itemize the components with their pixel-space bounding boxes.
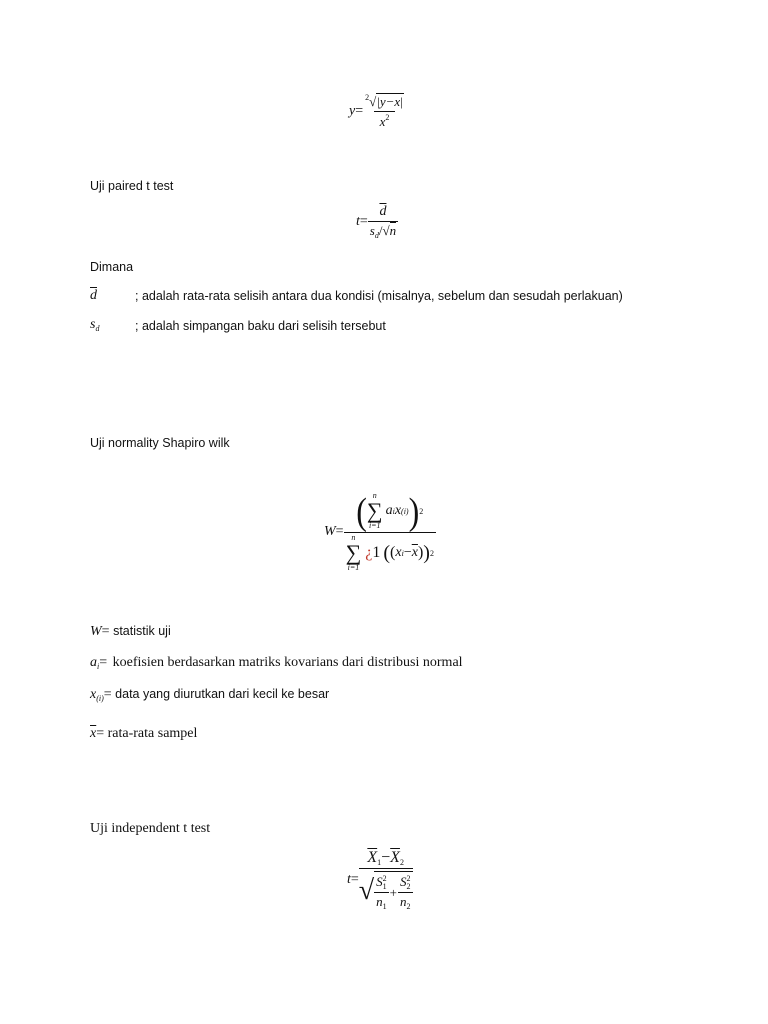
def-sd-text: ; adalah simpangan baku dari selisih tersebut — [135, 319, 386, 333]
paired-eq: = — [359, 214, 368, 230]
def-xbar-symbol: $\overline{x}$ — [90, 726, 97, 741]
def-x-text: data yang diurutkan dari kecil ke besar — [115, 687, 330, 701]
paired-den-n: n — [389, 223, 397, 238]
dimana-label: Dimana — [90, 260, 134, 274]
formula-root-radicand: y−x — [379, 94, 401, 109]
def-dbar-text: ; adalah rata-rata selisih antara dua kondisi (misalnya, sebelum dan sesudah perlakuan) — [135, 289, 623, 303]
shapiro-den-exp: 2 — [429, 548, 434, 558]
def-x-row: $x_{(i)}=$ data yang diurutkan dari kecil ke besar — [90, 687, 330, 703]
shapiro-den-xi: x — [395, 545, 402, 560]
indep-frac-2: S 2 2 $n_2$ — [400, 874, 411, 912]
shapiro-den-xbar: $\overline{x}$ — [411, 545, 418, 560]
def-a-symbol: a — [90, 655, 97, 670]
formula-root-radical: √ — [369, 94, 377, 109]
def-dbar-row — [90, 288, 97, 304]
shapiro-num-sum: n ∑ i=1 — [366, 491, 383, 530]
def-a-row: $a_i=$ koefisien berdasarkan matriks kovarians dari distribusi normal — [90, 655, 463, 671]
formula-root — [349, 93, 406, 130]
shapiro-lhs: W — [324, 524, 336, 540]
paired-den-slash: / — [378, 223, 383, 238]
shapiro-eq: = — [335, 524, 344, 540]
indep-x2: $\overline{X}$ — [390, 849, 400, 866]
def-x-symbol: x — [90, 687, 97, 702]
formula-independent-t — [347, 849, 413, 911]
paired-lhs: t — [356, 214, 360, 230]
def-xbar-text: rata-rata sampel — [107, 726, 198, 741]
def-xbar-row: $\overline{x}=$ rata-rata sampel — [90, 726, 198, 741]
sum-icon: ∑ — [345, 540, 362, 565]
def-w-symbol: W — [90, 624, 102, 639]
def-a-text: koefisien berdasarkan matriks kovarians dari distribusi normal — [112, 655, 463, 670]
shapiro-x: x — [394, 503, 402, 518]
independent-heading: Uji independent t test — [90, 821, 211, 836]
paired-fraction — [368, 204, 398, 240]
formula-shapiro-w — [324, 489, 436, 572]
indep-frac-1: S 2 1 $n_1$ — [376, 874, 387, 912]
formula-paired-t — [356, 204, 398, 240]
indep-fraction: $\overline{X}_1-\overline{X}_2$ √ S 2 1 $n_1$ + S 2 2 $n_2$ — [358, 849, 411, 912]
shapiro-den-sum: n ∑ i=1 — [345, 533, 362, 572]
formula-root-lhs: y — [349, 103, 356, 119]
def-dbar-symbol: $\overline{d}$ — [90, 288, 97, 303]
formula-root-den-exp: 2 — [385, 113, 390, 122]
def-sd-sub: d — [95, 324, 100, 333]
formula-root-den-base: x — [379, 114, 386, 129]
shapiro-a: a — [385, 503, 393, 518]
indep-lhs: t — [347, 872, 351, 888]
sum-icon: ∑ — [366, 498, 383, 523]
paired-den-radical: √ — [382, 223, 390, 238]
formula-root-eq: = — [355, 103, 364, 119]
paired-den-s: s — [369, 223, 375, 238]
def-w-text: statistik uji — [113, 624, 171, 638]
shapiro-den-one: 1 — [372, 544, 381, 561]
def-sd-symbol: s — [90, 317, 96, 332]
shapiro-heading: Uji normality Shapiro wilk — [90, 436, 230, 450]
formula-root-index: 2 — [365, 93, 370, 102]
def-w-row: W= statistik uji — [90, 624, 171, 639]
paired-den-s-sub: d — [374, 231, 379, 240]
indep-x1: $\overline{X}$ — [367, 849, 378, 866]
def-sd-row — [90, 317, 99, 333]
paired-num-dbar: $\overline{d}$ — [379, 204, 387, 219]
indep-radical: √ — [358, 875, 375, 906]
indep-eq: = — [350, 872, 359, 888]
shapiro-num-exp: 2 — [419, 506, 424, 516]
paired-heading: Uji paired t test — [90, 179, 174, 193]
shapiro-fraction: ( n ∑ i=1 a i x (i) ) 2 n ∑ i=1 ¿ 1 ( ( x i − $\overline{x}$ ) ) 2 — [345, 489, 434, 572]
formula-root-fraction: $\frac{^2√|y-x|}{x^2}$ — [365, 93, 403, 129]
shapiro-den-glyph: ¿ — [365, 544, 373, 561]
